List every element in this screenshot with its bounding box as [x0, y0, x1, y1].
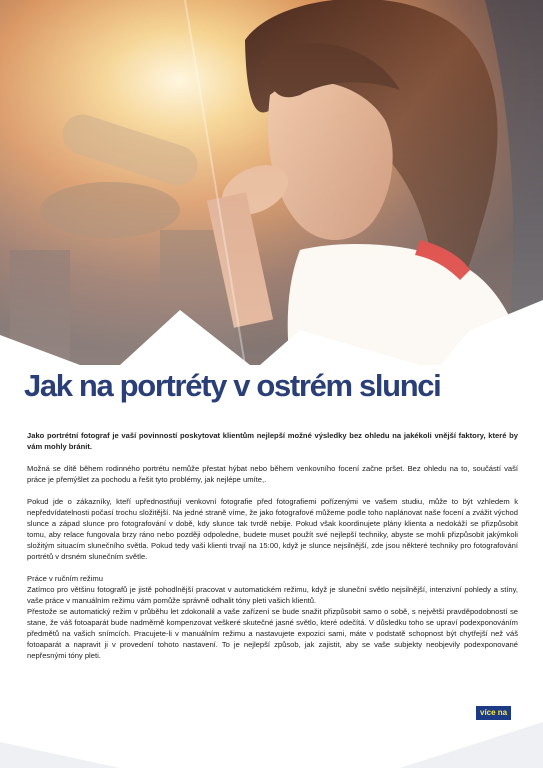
section-heading: Práce v ručním režimu — [27, 574, 103, 583]
hero-photo — [0, 0, 543, 365]
lead-paragraph: Jako portrétní fotograf je vaší povinností poskytovat klientům nejlepší možné výsledky bez ohledu na jakékoli vnější faktory, které by vám mohly bránit. — [27, 431, 518, 451]
more-link-button[interactable]: více na — [476, 706, 511, 720]
page-title: Jak na portréty v ostrém slunci — [24, 368, 441, 403]
section-paragraph: Přestože se automatický režim v průběhu let zdokonalil a vaše zařízení se bude snažit přizpůsobit samo o sobě, s největší pravděpodobností se stane, že váš fotoaparát bude nadměrně kompenzovat veškeré skutečné jasné světlo, které odečítá. V důsledku toho se upraví podexponováním předmětů na vašich snímcích. Pracujete-li v manuálním režimu a nastavujete expozici sami, máte v podstatě schopnost být chytřejší než váš fotoaparát a napravit ji v provedení tohoto nastavení. To je nejlepší způsob, jak zajistit, aby se vaše subjekty neobjevily podexponované nepřesnými tóny pleti. — [27, 607, 518, 660]
page-bottom-decoration — [0, 682, 543, 768]
article-body — [27, 430, 518, 661]
body-paragraph: Pokud jde o zákazníky, kteří upřednostňují venkovní fotografie před fotografiemi pořízenými ve vašem studiu, může to být vzhledem k nepředvídatelnosti počasí trochu složitější. Na jedné straně víme, že jako fotografové můžeme podle toho naplánovat naše focení a zvážit východ slunce a západ slunce pro fotografování v době, kdy slunce tak tvrdě nebije. Pokud však koordinujete plány klienta a nedokáží se přizpůsobit tomu, aby relace fungovala brzy ráno nebo později odpoledne, budete muset použít své nejlepší techniky, abyste se mohli přizpůsobit jakýmkoli složitým situacím slunečního světla. Pokud tedy vaši klienti trvají na 15:00, když je slunce nejsilnější, zde jsou některé techniky pro fotografování portrétů v drsném slunečním světle. — [27, 497, 518, 561]
section-paragraph: Zatímco pro většinu fotografů je jistě pohodlnější pracovat v automatickém režimu, když je sluneční světlo nejsilnější, intenzivní pohledy a stíny, vaše práce v manuálním režimu vám pomůže správně odhalit tóny pleti vašich klientů. — [27, 585, 518, 605]
body-paragraph: Možná se dítě během rodinného portrétu nemůže přestat hýbat nebo během venkovního focení začne pršet. Bez ohledu na to, součástí vaší práce je přemýšlet za pochodu a řešit tyto problémy, jak nejlépe umíte,. — [27, 464, 518, 484]
